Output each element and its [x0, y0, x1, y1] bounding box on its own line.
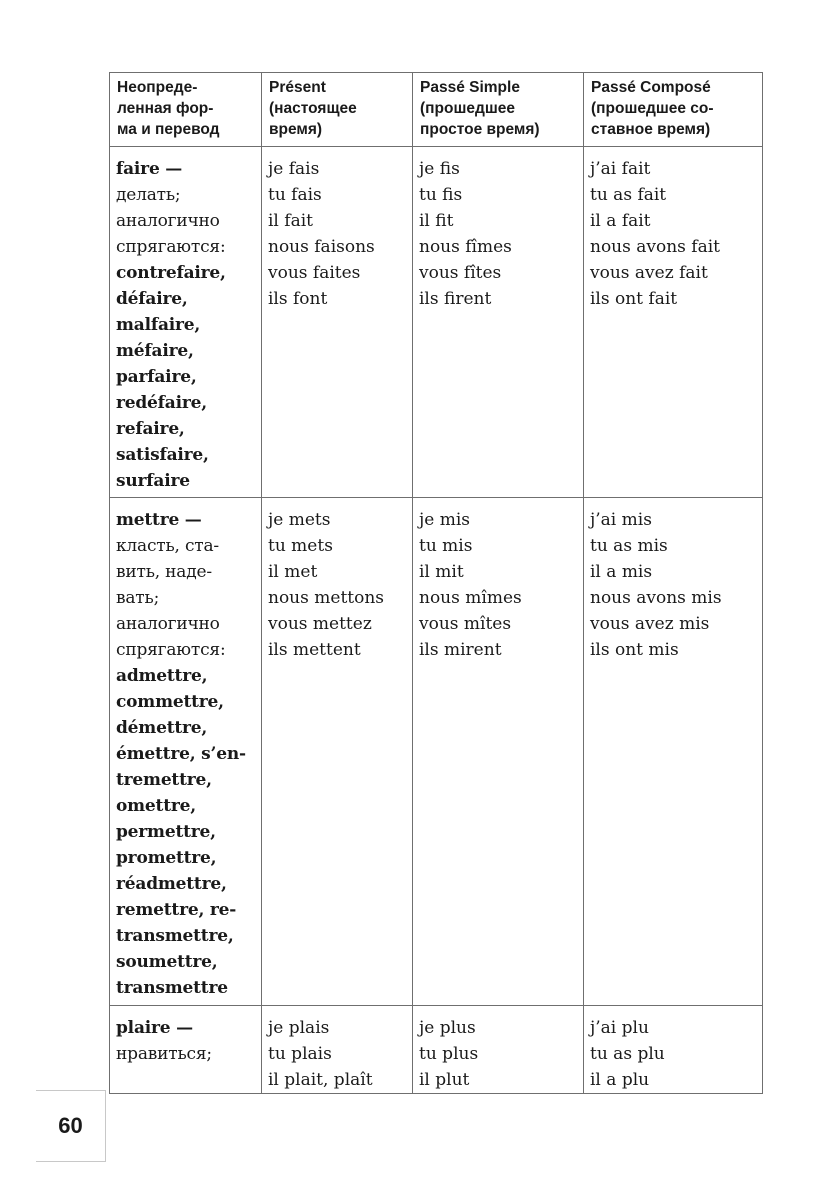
infinitive-cell: faire — делать; аналогично спрягаются: contrefaire, défaire, malfaire, méfaire, parfaire, redéfaire, refaire, satisfaire, surfaire — [110, 147, 262, 498]
infinitive-cell: plaire — нравиться; — [110, 1006, 262, 1094]
present-cell: je plais tu plais il plait, plaît — [262, 1006, 413, 1094]
infinitive: faire — — [116, 159, 183, 179]
infinitive: mettre — — [116, 510, 202, 530]
passe-compose-cell: j’ai mis tu as mis il a mis nous avons mis vous avez mis ils ont mis — [584, 498, 763, 1006]
infinitive-cell: mettre — класть, ста- вить, наде- вать; аналогично спрягаются: admettre, commettre, démettre, émettre, s’en- tremettre, omettre, permettre, promettre, réadmettre, remettre, re- transmettre, soumettre, transmettre — [110, 498, 262, 1006]
table-row — [110, 1006, 763, 1094]
table-row — [110, 147, 763, 498]
header-passe-compose: Passé Composé (прошедшее со- ставное время) — [584, 73, 763, 147]
page-number-box — [36, 1090, 106, 1162]
infinitive: plaire — — [116, 1018, 193, 1038]
passe-simple-cell: je plus tu plus il plut — [413, 1006, 584, 1094]
present-cell: je mets tu mets il met nous mettons vous mettez ils mettent — [262, 498, 413, 1006]
passe-simple-cell: je fis tu fis il fit nous fîmes vous fîtes ils firent — [413, 147, 584, 498]
header-present: Présent (настоящее время) — [262, 73, 413, 147]
page-number: 60 — [58, 1113, 83, 1138]
passe-compose-cell: j’ai fait tu as fait il a fait nous avons fait vous avez fait ils ont fait — [584, 147, 763, 498]
conjugation-table — [109, 72, 763, 1094]
table-header-row — [110, 73, 763, 147]
present-cell: je fais tu fais il fait nous faisons vous faites ils font — [262, 147, 413, 498]
header-infinitive: Неопреде- ленная фор- ма и перевод — [110, 73, 262, 147]
passe-simple-cell: je mis tu mis il mit nous mîmes vous mîtes ils mirent — [413, 498, 584, 1006]
passe-compose-cell: j’ai plu tu as plu il a plu — [584, 1006, 763, 1094]
header-passe-simple: Passé Simple (прошедшее простое время) — [413, 73, 584, 147]
table-row — [110, 498, 763, 1006]
